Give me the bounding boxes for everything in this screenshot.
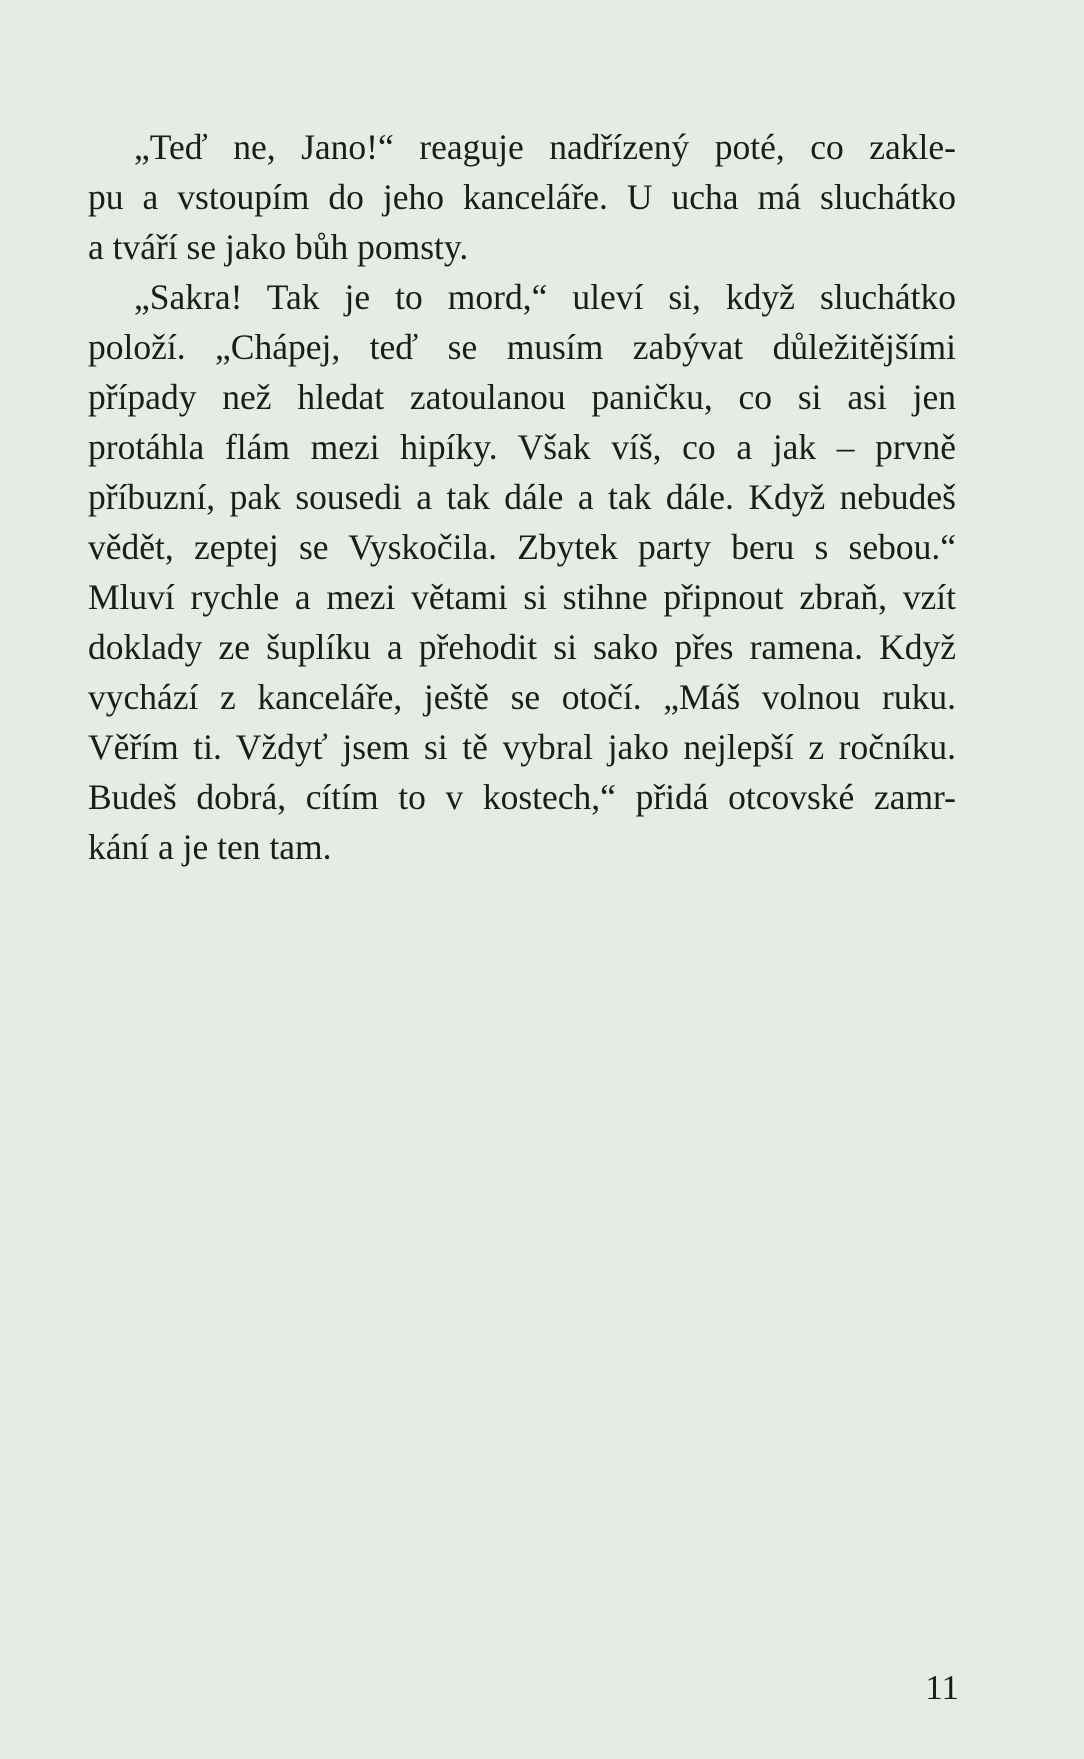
- text-line: vychází z kanceláře, ještě se otočí. „Máš volnou ruku.: [88, 677, 956, 717]
- text-line: pu a vstoupím do jeho kanceláře. U ucha má sluchátko: [88, 177, 956, 217]
- text-line: příbuzní, pak sousedi a tak dále a tak dále. Když nebudeš: [88, 477, 956, 517]
- text-line: „Sakra! Tak je to mord,“ uleví si, když sluchátko: [134, 277, 956, 317]
- text-line: případy než hledat zatoulanou paničku, co si asi jen: [88, 377, 956, 417]
- page-number: 11: [925, 1668, 959, 1707]
- text-line: kání a je ten tam.: [88, 827, 332, 867]
- text-line: Budeš dobrá, cítím to v kostech,“ přidá otcovské zamr-: [88, 777, 956, 817]
- text-line: Věřím ti. Vždyť jsem si tě vybral jako nejlepší z ročníku.: [88, 727, 956, 767]
- text-line: Mluví rychle a mezi větami si stihne připnout zbraň, vzít: [88, 577, 956, 617]
- text-line: a tváří se jako bůh pomsty.: [88, 227, 469, 267]
- text-line: doklady ze šuplíku a přehodit si sako přes ramena. Když: [88, 627, 956, 667]
- text-line: vědět, zeptej se Vyskočila. Zbytek party beru s sebou.“: [88, 527, 956, 567]
- text-line: „Teď ne, Jano!“ reaguje nadřízený poté, co zakle-: [134, 127, 956, 167]
- body-text: [88, 122, 956, 872]
- text-line: položí. „Chápej, teď se musím zabývat důležitějšími: [88, 327, 956, 367]
- text-line: protáhla flám mezi hipíky. Však víš, co a jak – prvně: [88, 427, 956, 467]
